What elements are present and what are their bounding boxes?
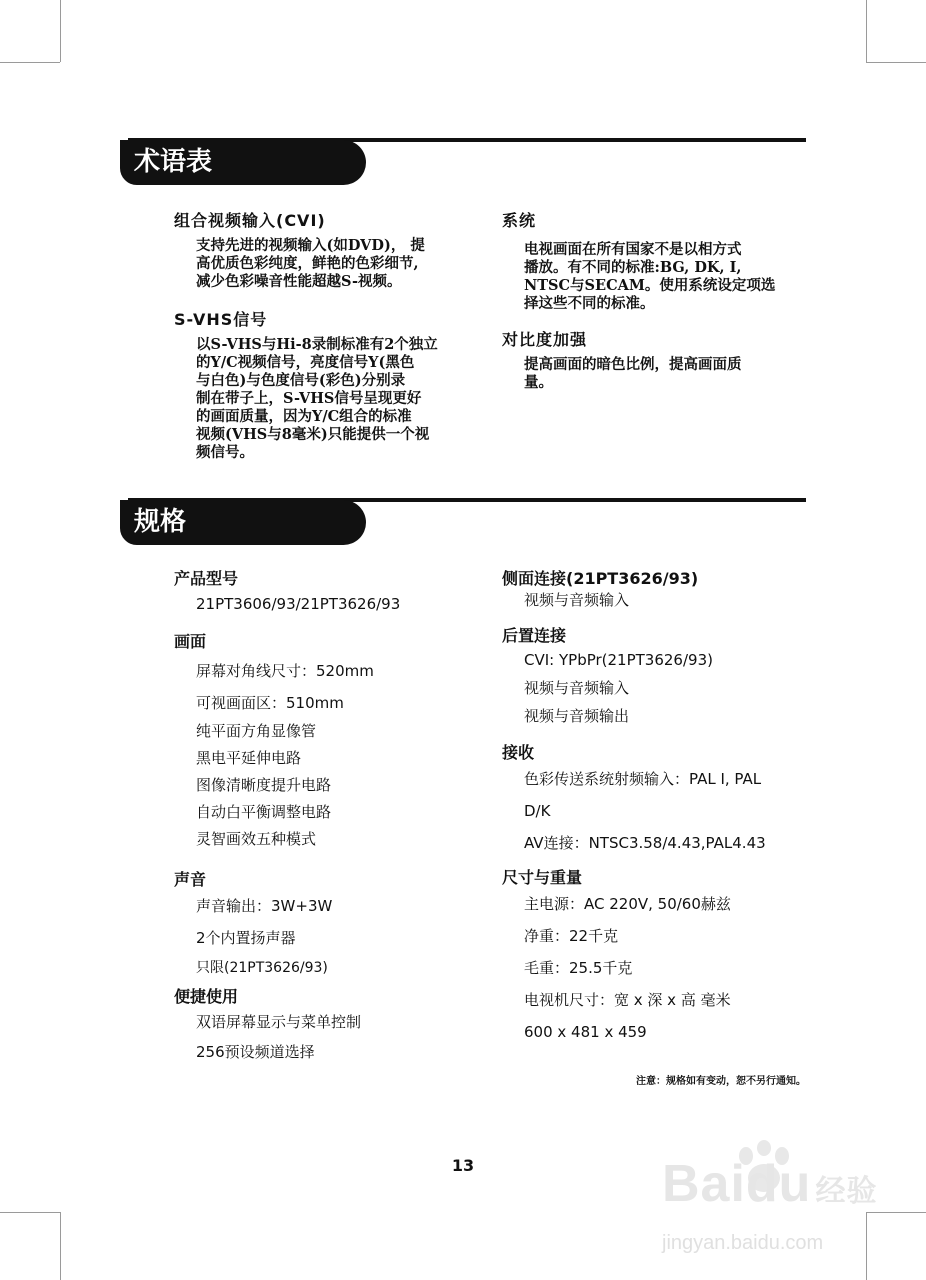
spec-item: 只限(21PT3626/93) (196, 960, 328, 976)
spec-item: 净重：22千克 (524, 927, 619, 945)
spec-item: 图像清晰度提升电路 (196, 776, 332, 794)
spec-item: 双语屏幕显示与菜单控制 (196, 1013, 362, 1031)
glossary-entry (502, 208, 822, 313)
spec-heading: 便捷使用 (174, 987, 239, 1006)
spec-group (502, 740, 832, 859)
spec-group (502, 623, 832, 730)
glossary-entry (174, 307, 494, 462)
crop-mark (0, 1212, 60, 1213)
spec-group (502, 865, 832, 1048)
glossary-right-column (502, 208, 822, 392)
glossary-term: 组合视频输入(CVI) (174, 211, 326, 230)
glossary-entry (502, 327, 822, 392)
spec-item: 600 x 481 x 459 (524, 1023, 647, 1041)
spec-item: 色彩传送系统射频输入：PAL I, PAL (524, 770, 762, 788)
spec-group (174, 867, 494, 982)
spec-heading: 尺寸与重量 (502, 868, 583, 887)
glossary-definition: 以S-VHS与Hi-8录制标准有2个独立 的Y/C视频信号，亮度信号Y(黑色 与白色)与色度信号(彩色)分别录 制在带子上，S-VHS信号呈现更好 的画面质量，因为Y/C组合的标准 视频(VHS与8毫米)只能提供一个视 频信号。 (196, 336, 438, 461)
glossary-term: 系统 (502, 211, 537, 230)
spec-change-note: 注意：规格如有变动，恕不另行通知。 (636, 1076, 806, 1087)
spec-heading: 侧面连接(21PT3626/93) (502, 569, 699, 588)
glossary-definition: 支持先进的视频输入(如DVD)， 提 高优质色彩纯度，鲜艳的色彩细节, 减少色彩噪音性能超越S-视频。 (196, 237, 425, 290)
watermark-logo: Baidu 经验 (662, 1155, 878, 1213)
spec-item: 视频与音频输入 (524, 679, 630, 697)
spec-item: 21PT3606/93/21PT3626/93 (196, 595, 401, 613)
glossary-left-column (174, 208, 494, 462)
glossary-title: 术语表 (120, 140, 366, 185)
spec-heading: 画面 (174, 632, 207, 651)
spec-item: AV连接：NTSC3.58/4.43,PAL4.43 (524, 834, 766, 852)
crop-mark (866, 62, 926, 63)
spec-item: 可视画面区：510mm (196, 694, 344, 712)
spec-heading: 声音 (174, 870, 207, 889)
spec-group (174, 629, 494, 853)
spec-item: 声音输出：3W+3W (196, 897, 333, 915)
spec-heading: 产品型号 (174, 569, 239, 588)
spec-item: 视频与音频输出 (524, 707, 630, 725)
spec-item: 屏幕对角线尺寸：520mm (196, 662, 374, 680)
crop-mark (0, 62, 60, 63)
spec-item: D/K (524, 802, 551, 820)
crop-mark (60, 1212, 61, 1280)
spec-heading: 接收 (502, 743, 535, 762)
page-number: 13 (451, 1156, 475, 1175)
glossary-term: S-VHS信号 (174, 310, 268, 329)
specs-left-column (174, 566, 494, 1067)
spec-item: 主电源：AC 220V, 50/60赫兹 (524, 895, 731, 913)
spec-group (174, 566, 494, 617)
crop-mark (866, 0, 867, 62)
spec-item: 毛重：25.5千克 (524, 959, 633, 977)
crop-mark (60, 0, 61, 62)
spec-item: 自动白平衡调整电路 (196, 803, 332, 821)
specs-title: 规格 (120, 500, 366, 545)
glossary-definition: 电视画面在所有国家不是以相方式 播放。有不同的标准:BG, DK, I, NTSC与SECAM。使用系统设定项选 择这些不同的标准。 (524, 241, 776, 312)
spec-item: 灵智画效五种模式 (196, 830, 317, 848)
watermark-url: jingyan.baidu.com (662, 1232, 824, 1254)
spec-group (502, 566, 832, 611)
spec-item: 电视机尺寸：宽 x 深 x 高 毫米 (524, 991, 731, 1009)
spec-item: 2个内置扬声器 (196, 929, 296, 947)
spec-group (174, 984, 494, 1067)
spec-heading: 后置连接 (502, 626, 567, 645)
watermark (662, 1140, 882, 1272)
glossary-term: 对比度加强 (502, 330, 588, 349)
spec-item: 256预设频道选择 (196, 1043, 315, 1061)
spec-item: CVI: YPbPr(21PT3626/93) (524, 651, 713, 669)
glossary-definition: 提高画面的暗色比例，提高画面质 量。 (524, 356, 742, 391)
glossary-entry (174, 208, 494, 291)
spec-item: 纯平面方角显像管 (196, 722, 317, 740)
spec-item: 黑电平延伸电路 (196, 749, 302, 767)
spec-item: 视频与音频输入 (524, 591, 630, 609)
specs-right-column (502, 566, 832, 1048)
